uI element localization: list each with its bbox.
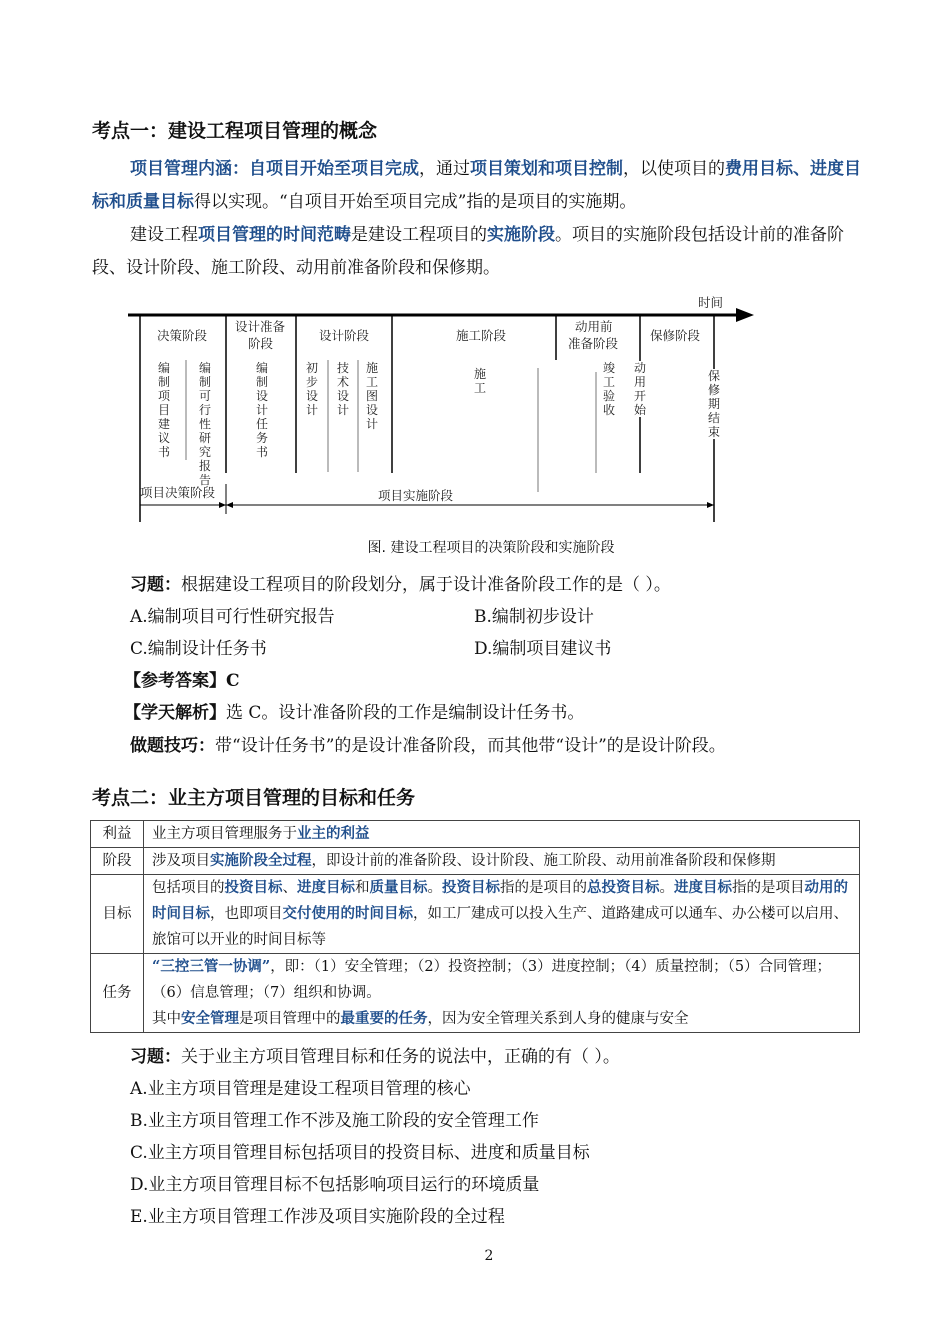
table-key: 任务 xyxy=(91,954,144,1033)
time-label: 时间 xyxy=(698,295,724,310)
exercise2-option-c: C.业主方项目管理目标包括项目的投资目标、进度和质量目标 xyxy=(130,1143,590,1163)
section2-title: 考点二：业主方项目管理的目标和任务 xyxy=(92,787,416,809)
task-label-acceptance: 竣工验收 xyxy=(602,361,616,417)
task-label-warranty-end: 保修期结束 xyxy=(707,369,721,439)
exercise1-option-b: B.编制初步设计 xyxy=(474,607,594,627)
section1-title: 考点一：建设工程项目管理的概念 xyxy=(92,120,378,142)
exercise1-tip: 做题技巧：带“设计任务书”的是设计准备阶段，而其他带“设计”的是设计阶段。 xyxy=(130,736,726,756)
exercise1-option-c: C.编制设计任务书 xyxy=(130,639,267,659)
exercise1-question: 习题：根据建设工程项目的阶段划分，属于设计准备阶段工作的是（ ）。 xyxy=(130,575,671,595)
section1-para2: 建设工程项目管理的时间范畴是建设工程项目的实施阶段。项目的实施阶段包括设计前的准备阶段、设计阶段、施工阶段、动用前准备阶段和保修期。 xyxy=(92,225,844,278)
task-label-preliminary: 初步设计 xyxy=(305,361,319,417)
task-label-feasibility: 编制可行性研究报告 xyxy=(198,361,212,487)
exercise2-option-d: D.业主方项目管理目标不包括影响项目运行的环境质量 xyxy=(130,1175,540,1195)
decision-span-arrow-icon xyxy=(219,502,226,508)
phase-construction: 施工阶段 xyxy=(456,328,507,343)
phase-design: 设计阶段 xyxy=(319,328,370,343)
label-decision-phase: 项目决策阶段 xyxy=(140,485,216,500)
exercise2-option-a: A.业主方项目管理是建设工程项目管理的核心 xyxy=(130,1079,471,1099)
table-key: 利益 xyxy=(91,821,144,848)
phase-pre-use-line1: 动用前 xyxy=(575,319,613,334)
phase-design-prep-line2: 阶段 xyxy=(248,336,274,351)
phase-decision: 决策阶段 xyxy=(157,328,208,343)
implementation-span-right-arrow-icon xyxy=(707,502,714,508)
task-label-start-use: 动用开始 xyxy=(633,361,647,417)
table-content: 包括项目的投资目标、进度目标和质量目标。投资目标指的是项目的总投资目标。进度目标指的是项目动用的时间目标，也即项目交付使用的时间目标，如工厂建成可以投入生产、道路建成可以通车、办公楼可以启用、旅馆可以开业的时间目标等 xyxy=(144,875,860,954)
table-key: 阶段 xyxy=(91,848,144,875)
exercise1-option-d: D.编制项目建议书 xyxy=(474,639,612,659)
table-row xyxy=(91,875,860,954)
table-key: 目标 xyxy=(91,875,144,954)
page-number: 2 xyxy=(484,1248,494,1264)
implementation-span-left-arrow-icon xyxy=(226,502,233,508)
diagram-caption: 图. 建设工程项目的决策阶段和实施阶段 xyxy=(367,540,615,556)
exercise2-option-b: B.业主方项目管理工作不涉及施工阶段的安全管理工作 xyxy=(130,1111,539,1131)
table-row xyxy=(91,821,860,848)
table-row xyxy=(91,848,860,875)
task-label-working-drawing: 施工图设计 xyxy=(365,361,379,431)
time-arrow-icon xyxy=(736,308,754,322)
exercise2-option-e: E.业主方项目管理工作涉及项目实施阶段的全过程 xyxy=(130,1207,505,1227)
exercise2-question: 习题：关于业主方项目管理目标和任务的说法中，正确的有（ ）。 xyxy=(130,1047,620,1067)
phase-design-prep-line1: 设计准备 xyxy=(235,319,286,334)
task-label-technical: 技术设计 xyxy=(336,361,350,417)
exercise1-answer: 【参考答案】C xyxy=(124,671,240,691)
label-implementation-phase: 项目实施阶段 xyxy=(378,488,454,503)
task-label-design-brief: 编制设计任务书 xyxy=(255,361,269,459)
exercise1-option-a: A.编制项目可行性研究报告 xyxy=(130,607,335,627)
task-label-proposal: 编制项目建议书 xyxy=(157,361,171,459)
task-labels xyxy=(158,360,721,487)
table-content: “三控三管一协调”，即：（1）安全管理；（2）投资控制；（3）进度控制；（4）质量控制；（5）合同管理；（6）信息管理；（7）组织和协调。 其中安全管理是项目管理中的最重要的任务，因为安全管理关系到人身的健康与安全 xyxy=(144,954,860,1033)
table-content: 业主方项目管理服务于业主的利益 xyxy=(144,821,860,848)
exercise1-analysis: 【学天解析】选 C。设计准备阶段的工作是编制设计任务书。 xyxy=(124,703,585,723)
task-label-construction: 施工 xyxy=(473,367,487,395)
owner-management-table xyxy=(90,820,860,1033)
table-content: 涉及项目实施阶段全过程，即设计前的准备阶段、设计阶段、施工阶段、动用前准备阶段和保修期 xyxy=(144,848,860,875)
phase-warranty: 保修阶段 xyxy=(650,328,701,343)
phase-pre-use-line2: 准备阶段 xyxy=(568,336,619,351)
section1-para1: 项目管理内涵：自项目开始至项目完成，通过项目策划和项目控制，以使项目的费用目标、进度目标和质量目标得以实现。“自项目开始至项目完成”指的是项目的实施期。 xyxy=(92,159,861,212)
table-row xyxy=(91,954,860,1033)
phase-diagram xyxy=(0,290,950,530)
